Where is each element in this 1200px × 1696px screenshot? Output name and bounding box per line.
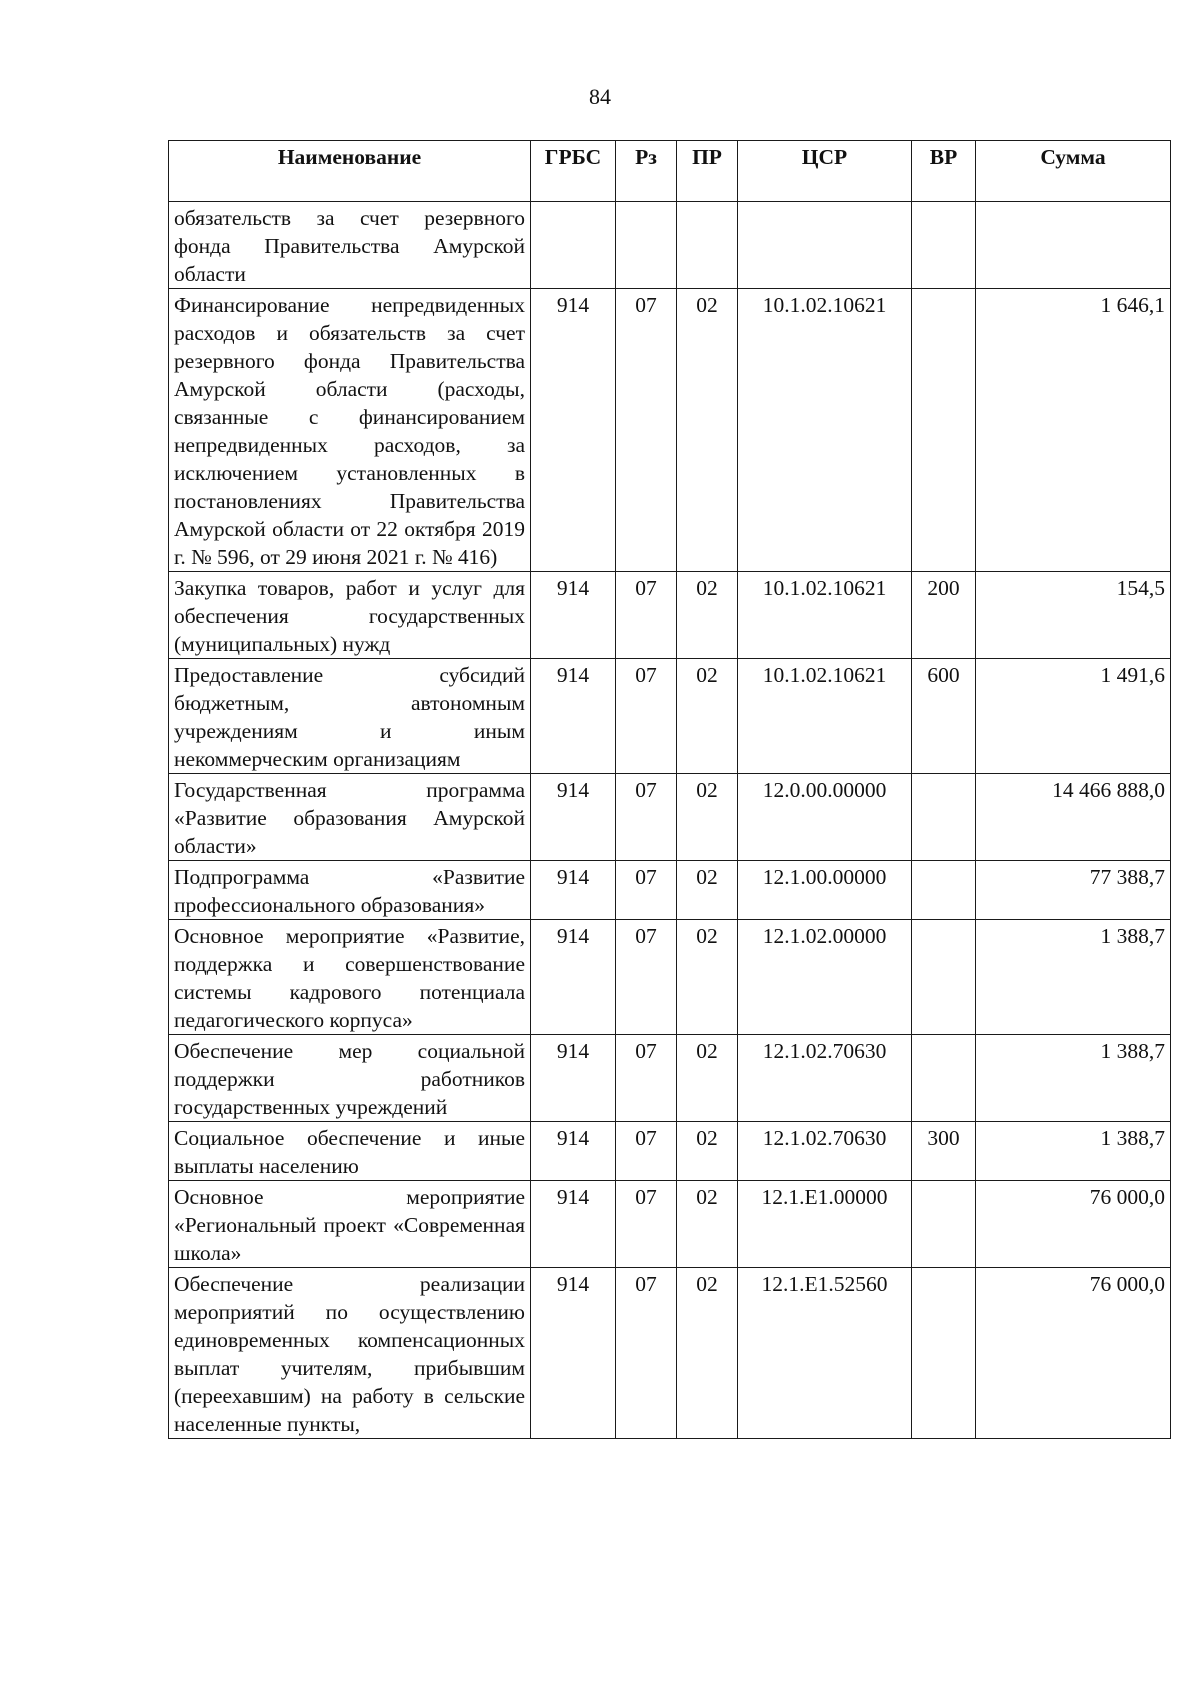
cell-sum: 1 388,7 [976,920,1171,1035]
cell-vr [912,861,976,920]
cell-vr [912,1181,976,1268]
page-number: 84 [589,84,611,109]
table-row [169,774,1171,861]
header-row [169,141,1171,202]
cell-grbs: 914 [531,572,616,659]
table-row [169,572,1171,659]
cell-rz: 07 [616,659,677,774]
cell-csr: 10.1.02.10621 [738,289,912,572]
cell-pr: 02 [677,774,738,861]
cell-vr [912,1268,976,1439]
header-vr: ВР [912,141,976,202]
header-rz: Рз [616,141,677,202]
cell-csr [738,202,912,289]
cell-pr [677,202,738,289]
budget-table [168,140,1171,1439]
cell-csr: 10.1.02.10621 [738,572,912,659]
cell-vr: 300 [912,1122,976,1181]
cell-grbs: 914 [531,861,616,920]
cell-rz: 07 [616,774,677,861]
header-name: Наименование [169,141,531,202]
cell-csr: 12.1.02.70630 [738,1035,912,1122]
table-row [169,1122,1171,1181]
cell-grbs: 914 [531,920,616,1035]
cell-csr: 12.1.00.00000 [738,861,912,920]
header-sum: Сумма [976,141,1171,202]
cell-vr [912,920,976,1035]
cell-name: Социальное обеспечение и иные выплаты населению [169,1122,531,1181]
cell-csr: 12.1.E1.52560 [738,1268,912,1439]
table-row [169,1268,1171,1439]
cell-grbs: 914 [531,289,616,572]
table-body [169,202,1171,1439]
cell-name: Предоставление субсидий бюджетным, автономным учреждениям и иным некоммерческим организациям [169,659,531,774]
cell-rz: 07 [616,1035,677,1122]
cell-sum: 14 466 888,0 [976,774,1171,861]
cell-name: Государственная программа «Развитие образования Амурской области» [169,774,531,861]
cell-sum: 154,5 [976,572,1171,659]
cell-pr: 02 [677,659,738,774]
cell-rz: 07 [616,1181,677,1268]
cell-vr [912,1035,976,1122]
cell-csr: 12.1.02.70630 [738,1122,912,1181]
cell-vr [912,289,976,572]
table-row [169,1181,1171,1268]
table-row [169,659,1171,774]
cell-csr: 12.0.00.00000 [738,774,912,861]
cell-grbs: 914 [531,1268,616,1439]
cell-name: Подпрограмма «Развитие профессионального образования» [169,861,531,920]
cell-name: Обеспечение мер социальной поддержки работников государственных учреждений [169,1035,531,1122]
cell-sum: 1 646,1 [976,289,1171,572]
cell-rz [616,202,677,289]
table-row [169,289,1171,572]
cell-vr: 200 [912,572,976,659]
cell-sum: 77 388,7 [976,861,1171,920]
cell-sum: 1 491,6 [976,659,1171,774]
cell-name: обязательств за счет резервного фонда Правительства Амурской области [169,202,531,289]
header-grbs: ГРБС [531,141,616,202]
cell-grbs: 914 [531,659,616,774]
cell-sum: 76 000,0 [976,1181,1171,1268]
cell-csr: 10.1.02.10621 [738,659,912,774]
cell-name: Закупка товаров, работ и услуг для обеспечения государственных (муниципальных) нужд [169,572,531,659]
cell-vr [912,774,976,861]
table-row [169,1035,1171,1122]
cell-rz: 07 [616,1122,677,1181]
cell-pr: 02 [677,1035,738,1122]
cell-sum: 1 388,7 [976,1035,1171,1122]
cell-sum: 76 000,0 [976,1268,1171,1439]
cell-pr: 02 [677,861,738,920]
cell-grbs: 914 [531,774,616,861]
cell-csr: 12.1.02.00000 [738,920,912,1035]
cell-rz: 07 [616,1268,677,1439]
table-row [169,920,1171,1035]
cell-vr [912,202,976,289]
cell-name: Обеспечение реализации мероприятий по осуществлению единовременных компенсационных выплат учителям, прибывшим (переехавшим) на работу в сельские населенные пункты, [169,1268,531,1439]
cell-name: Основное мероприятие «Региональный проект «Современная школа» [169,1181,531,1268]
header-csr: ЦСР [738,141,912,202]
table-header [169,141,1171,202]
cell-pr: 02 [677,289,738,572]
cell-pr: 02 [677,572,738,659]
cell-vr: 600 [912,659,976,774]
cell-pr: 02 [677,920,738,1035]
cell-rz: 07 [616,920,677,1035]
cell-name: Основное мероприятие «Развитие, поддержка и совершенствование системы кадрового потенциала педагогического корпуса» [169,920,531,1035]
cell-name: Финансирование непредвиденных расходов и обязательств за счет резервного фонда Правительства Амурской области (расходы, связанные с финансированием непредвиденных расходов, за исключением установленных в постановлениях Правительства Амурской области от 22 октября 2019 г. № 596, от 29 июня 2021 г. № 416) [169,289,531,572]
cell-pr: 02 [677,1268,738,1439]
table-row [169,861,1171,920]
cell-sum: 1 388,7 [976,1122,1171,1181]
cell-grbs: 914 [531,1122,616,1181]
cell-rz: 07 [616,289,677,572]
cell-pr: 02 [677,1122,738,1181]
cell-csr: 12.1.E1.00000 [738,1181,912,1268]
cell-rz: 07 [616,861,677,920]
cell-rz: 07 [616,572,677,659]
header-pr: ПР [677,141,738,202]
cell-grbs: 914 [531,1181,616,1268]
cell-grbs: 914 [531,1035,616,1122]
table-row [169,202,1171,289]
cell-sum [976,202,1171,289]
cell-pr: 02 [677,1181,738,1268]
cell-grbs [531,202,616,289]
